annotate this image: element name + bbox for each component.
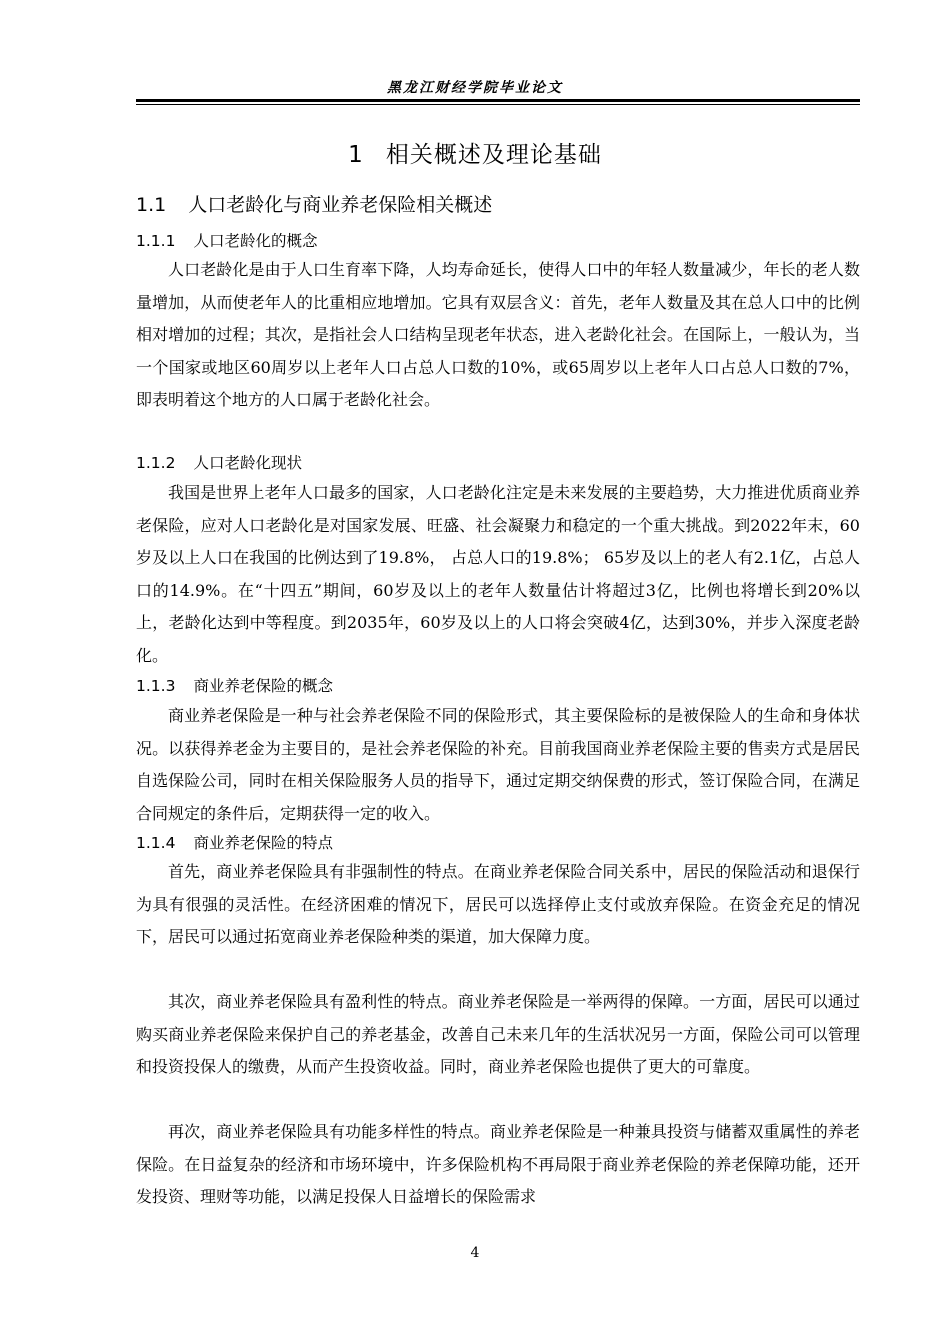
paragraph-aging-concept: 人口老龄化是由于人口生育率下降，人均寿命延长，使得人口中的年轻人数量减少，年长的老人数量增加，从而使老年人的比重相应地增加。它具有双层含义：首先，老年人数量及其在总人口中的比例相对增加的过程；其次，是指社会人口结构呈现老年状态，进入老龄化社会。在国际上，一般认为，当一个国家或地区60周岁以上老年人口占总人口数的10%，或65周岁以上老年人口占总人口数的7%，即表明着这个地方的人口属于老龄化社会。 [136,260,860,410]
subsection-title-text: 人口老龄化的概念 [193,232,318,250]
subsection-title-1-1-2 [136,451,302,473]
subsection-number: 1.1.3 [136,677,176,695]
chapter-title-text: 相关概述及理论基础 [385,142,602,168]
chapter-title [0,136,950,169]
subsection-title-1-1-4 [136,831,333,853]
paragraph-aging-status: 我国是世界上老年人口最多的国家，人口老龄化注定是未来发展的主要趋势，大力推进优质商业养老保险，应对人口老龄化是对国家发展、旺盛、社会凝聚力和稳定的一个重大挑战。到2022年末，60岁及以上人口在我国的比例达到了19.8%， 占总人口的19.8%； 65岁及以上的老人有2.1亿，占总人口的14.9%。在“十四五”期间，60岁及以上的老年人数量估计将超过3亿，比例也将增长到20%以上，老龄化达到中等程度。到2035年，60岁及以上的人口将会突破4亿，达到30%，并步入深度老龄化。 [136,483,860,665]
header-title: 黑龙江财经学院毕业论文 [387,80,563,96]
paragraph-feature-multifunction: 再次，商业养老保险具有功能多样性的特点。商业养老保险是一种兼具投资与储蓄双重属性的养老保险。在日益复杂的经济和市场环境中，许多保险机构不再局限于商业养老保险的养老保障功能，还开发投资、理财等功能，以满足投保人日益增长的保险需求 [136,1122,860,1207]
subsection-title-1-1-1 [136,229,317,251]
section-title [136,190,492,217]
page-number: 4 [470,1245,480,1261]
subsection-title-text: 人口老龄化现状 [193,454,302,472]
paragraph-feature-non-mandatory: 首先，商业养老保险具有非强制性的特点。在商业养老保险合同关系中，居民的保险活动和退保行为具有很强的灵活性。在经济困难的情况下，居民可以选择停止支付或放弃保险。在资金充足的情况下，居民可以通过拓宽商业养老保险种类的渠道，加大保障力度。 [136,862,860,947]
chapter-number: 1 [348,142,364,168]
header-rule-thick [136,99,860,102]
subsection-title-1-1-3 [136,674,333,696]
subsection-title-text: 商业养老保险的概念 [193,677,333,695]
paragraph-feature-profitability: 其次，商业养老保险具有盈利性的特点。商业养老保险是一举两得的保障。一方面，居民可以通过购买商业养老保险来保护自己的养老基金，改善自己未来几年的生活状况另一方面，保险公司可以管理和投资投保人的缴费，从而产生投资收益。同时，商业养老保险也提供了更大的可靠度。 [136,992,860,1077]
subsection-number: 1.1.2 [136,454,176,472]
paragraph-insurance-concept: 商业养老保险是一种与社会养老保险不同的保险形式，其主要保险标的是被保险人的生命和身体状况。以获得养老金为主要目的，是社会养老保险的补充。目前我国商业养老保险主要的售卖方式是居民自选保险公司，同时在相关保险服务人员的指导下，通过定期交纳保费的形式，签订保险合同，在满足合同规定的条件后，定期获得一定的收入。 [136,706,860,823]
subsection-number: 1.1.4 [136,834,176,852]
subsection-number: 1.1.1 [136,232,176,250]
subsection-title-text: 商业养老保险的特点 [193,834,333,852]
header-rule-thin [136,104,860,105]
section-title-text: 人口老龄化与商业养老保险相关概述 [188,194,493,216]
section-number: 1.1 [136,194,167,216]
